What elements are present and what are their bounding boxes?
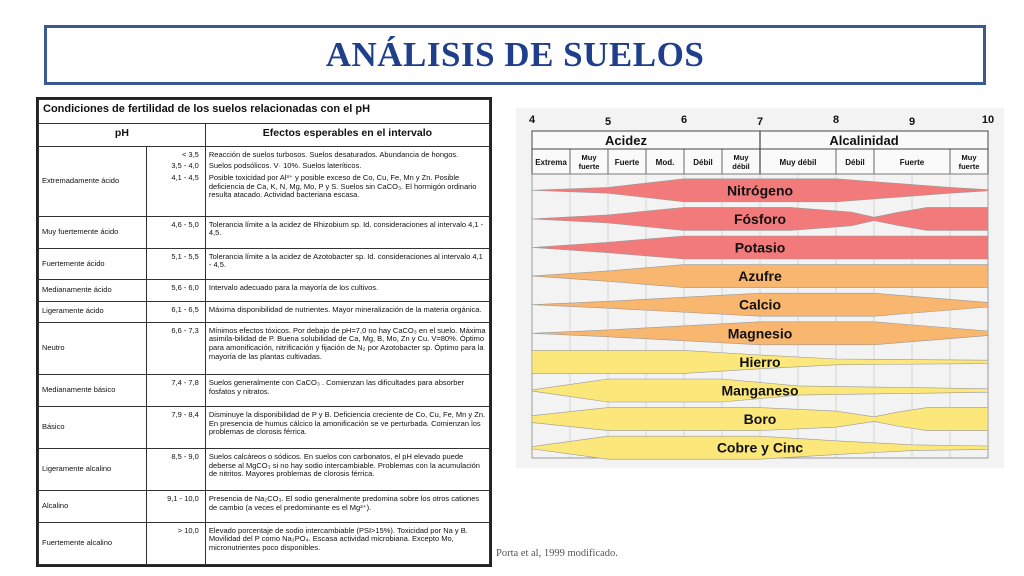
intensity-label: Fuerte [614,158,640,167]
nutrient-label: Fósforo [733,210,787,227]
effect-text: Reacción de suelos turbosos. Suelos desaturados. Abundancia de hongos. [208,149,459,159]
ph-tick-label: 5 [604,116,612,128]
effect-text: Tolerancia límite a la acidez de Rhizobium sp. Id. consideraciones al intervalo 4,1 - 4,5. [208,219,484,238]
effect-text: Posible toxicidad por Al³⁺ y posible exceso de Co, Cu, Fe, Mn y Zn. Posible deficiencia de Ca, K, N, Mg, Mo, P y S. Suelos sin CaCO₃. El hormigón ordinario resulta atacado. Actividad bacteriana escasa. [208,172,477,200]
ph-tick-label: 8 [832,114,840,126]
ph-range-cell [147,322,206,375]
ph-range-cell [147,280,206,301]
nutrient-label: Calcio [738,296,782,313]
ph-range: 5,1 - 5,5 [171,251,199,261]
intensity-label: Extrema [535,158,567,167]
intensity-label: Débil [693,158,713,167]
table-row [39,491,490,523]
effect-text: Suelos generalmente con CaCO₃ . Comienzan las dificultades para absorber fosfatos y nitratos. [208,378,465,396]
effects-cell [205,491,489,523]
effect-text: Suelos podsólicos. V· 10%. Suelos lateríticos. [208,161,362,171]
ph-range-cell [147,375,206,407]
soil-class: Fuertemente alcalino [39,522,147,564]
nutrient-label: Nitrógeno [726,182,794,199]
table-row [39,216,490,248]
nutrient-label: Boro [743,411,777,428]
intensity-label: Fuerte [899,158,925,167]
ph-range: 4,1 - 4,5 [171,172,199,182]
nutrient-label: Azufre [738,268,782,285]
nutrient-label: Magnesio [727,325,793,342]
ph-range-cell [147,522,206,564]
ph-range-cell [147,301,206,322]
soil-class: Medianamente ácido [39,280,147,301]
effects-cell [205,146,489,216]
title-box [44,25,986,85]
ph-range-cell [147,248,206,280]
soil-class: Muy fuertemente ácido [39,216,147,248]
ph-range: > 10,0 [177,525,199,535]
ph-tick-label: 9 [908,116,916,128]
ph-range-cell [147,146,206,216]
effects-cell [205,248,489,280]
table-row [39,406,490,448]
effects-cell [205,216,489,248]
page-title: ANÁLISIS DE SUELOS [325,35,705,74]
effect-text: Intervalo adecuado para la mayoría de los cultivos. [208,283,379,293]
effects-cell [205,301,489,322]
soil-class: Fuertemente ácido [39,248,147,280]
effect-text: Presencia de Na₂CO₃. El sodio generalmente predomina sobre los otros cationes de cambio (a veces el predominante es el Mg²⁺). [208,494,480,512]
ph-range: 8,5 - 9,0 [171,452,199,462]
nutrient-label: Potasio [734,239,786,256]
table-row [39,449,490,491]
intensity-label: Muy fuerte [958,153,980,171]
intensity-label: Muy débil [732,153,750,171]
table-row [39,375,490,407]
effect-text: Suelos calcáreos o sódicos. En suelos con carbonatos, el pH elevado puede deberse al MgCO₃ si no hay sodio intercambiable. Problemas con la acumulación de nitritos. Mayores problemas de clorosis férrica. [208,452,480,479]
soil-class: Extremadamente ácido [39,146,147,216]
nutrient-label: Hierro [739,353,781,370]
ph-range: 7,4 - 7,8 [171,378,199,388]
nutrient-label: Cobre y Cinc [716,439,804,456]
soil-class: Medianamente básico [39,375,147,407]
effect-text: Mínimos efectos tóxicos. Por debajo de pH=7,0 no hay CaCO₃ en el suelo. Máxima asimila-bilidad de P. Buena solubilidad de Ca, Mg, B, Mo, Zn y Cu. V=80%. Óptimo para amonificación, nitrificación y fijación de N₂ por Azotobacter sp. Óptimo para la mayoría de las plantas cultivadas. [208,325,486,361]
effect-text: Tolerancia límite a la acidez de Azotobacter sp. Id. consideraciones al intervalo 4,1 - 4,5. [208,251,483,270]
effects-cell [205,322,489,375]
ph-tick-label: 4 [528,114,536,126]
effects-cell [205,406,489,448]
effects-cell [205,280,489,301]
ph-range: < 3,5 [181,149,199,159]
table [38,99,490,565]
ph-range: 6,6 - 7,3 [171,325,199,335]
col-header-ph: pH [39,123,206,146]
ph-range-cell [147,449,206,491]
table-row [39,322,490,375]
ph-range-cell [147,406,206,448]
alkalinity-group-label: Alcalinidad [829,133,899,148]
ph-range: 3,5 - 4,0 [171,161,199,171]
effects-cell [205,522,489,564]
table-row [39,248,490,280]
ph-range-cell [147,491,206,523]
nutrient-availability-chart [516,108,1004,468]
ph-tick-label: 10 [981,114,995,126]
table-row [39,301,490,322]
ph-range-cell [147,216,206,248]
soil-class: Neutro [39,322,147,375]
soil-class: Ligeramente ácido [39,301,147,322]
soil-class: Básico [39,406,147,448]
effects-cell [205,449,489,491]
ph-tick-label: 6 [680,114,688,126]
effect-text: Elevado porcentaje de sodio intercambiable (PSI>15%). Toxicidad por Na y B. Movilidad del P como Na₃PO₄. Escasa actividad microbiana. Excepto Mo, micronutrientes poco disponibles. [208,525,468,553]
effects-cell [205,375,489,407]
intensity-label: Mod. [655,158,675,167]
ph-range: 6,1 - 6,5 [171,304,199,314]
col-header-effects: Efectos esperables en el intervalo [205,123,489,146]
ph-conditions-table [36,97,492,567]
ph-range: 5,6 - 6,0 [171,283,199,293]
table-header-row [39,123,490,146]
ph-range: 9,1 - 10,0 [167,494,199,504]
table-row [39,522,490,564]
table-body [39,100,490,565]
chart-svg [516,108,1004,468]
table-row [39,146,490,216]
effect-text: Máxima disponibilidad de nutrientes. Mayor mineralización de la materia orgánica. [208,304,482,314]
soil-class: Ligeramente alcalino [39,449,147,491]
intensity-label: Débil [845,158,865,167]
acidity-group-label: Acidez [605,133,647,148]
table-row [39,280,490,301]
ph-tick-label: 7 [756,116,764,128]
soil-class: Alcalino [39,491,147,523]
table-caption-row [39,100,490,124]
effect-text: Disminuye la disponibilidad de P y B. Deficiencia creciente de Co, Cu, Fe, Mn y Zn. En presencia de humus cálcico la amonificación se ve perturbada. Comienzan los problemas de clorosis férrica. [208,409,486,437]
table-caption: Condiciones de fertilidad de los suelos relacionadas con el pH [39,100,490,124]
ph-range: 4,6 - 5,0 [171,219,199,229]
nutrient-label: Manganeso [721,382,799,399]
intensity-label: Muy débil [779,158,817,167]
intensity-label: Muy fuerte [578,153,600,171]
source-caption: Porta et al, 1999 modificado. [496,548,618,559]
ph-range: 7,9 - 8,4 [171,409,199,419]
